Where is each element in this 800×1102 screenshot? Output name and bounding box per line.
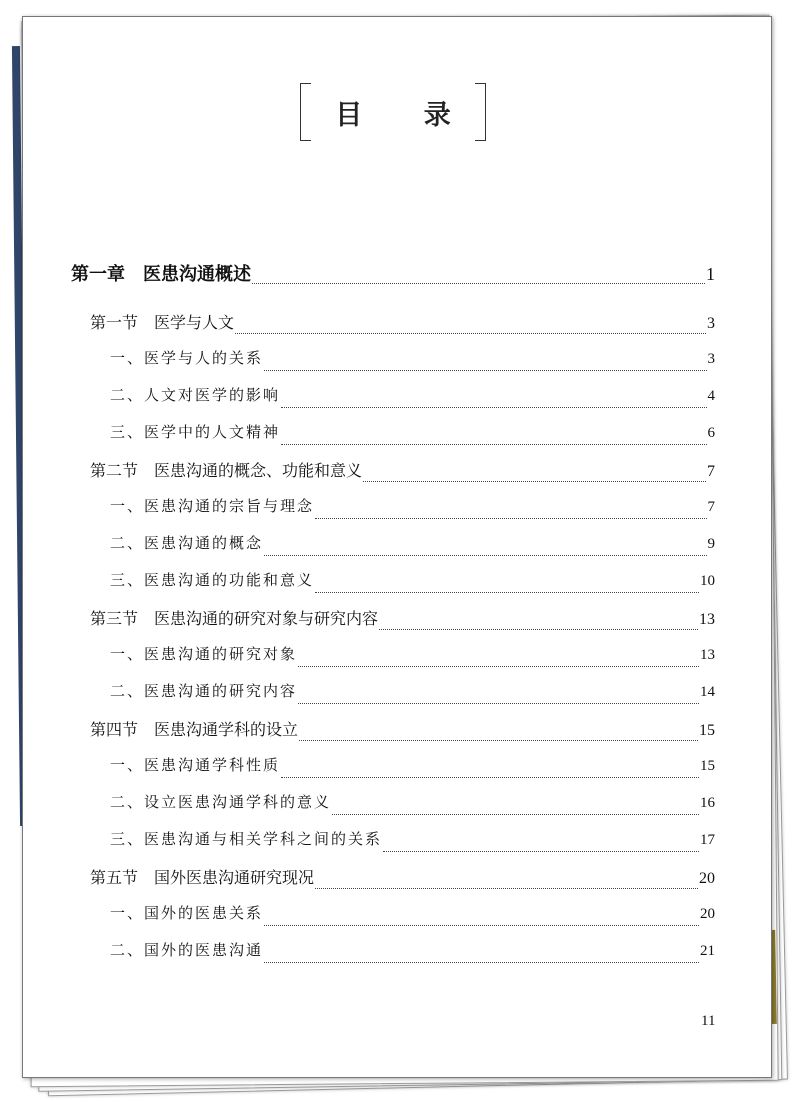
toc-entry-label: 一、国外的医患关系 — [110, 904, 264, 922]
toc-entry-page: 14 — [700, 684, 715, 700]
toc-entry-page: 3 — [707, 315, 715, 332]
toc-entry-sub — [23, 569, 771, 599]
dot-leader — [315, 887, 698, 889]
toc-entry-page: 7 — [707, 463, 715, 480]
toc-entry-page: 13 — [699, 611, 715, 628]
dot-leader — [264, 924, 699, 926]
toc-entry-sub — [23, 791, 771, 821]
dot-leader — [315, 517, 706, 519]
toc-entry-sub — [23, 347, 771, 377]
dot-leader — [252, 282, 705, 284]
toc-entry-label: 第一章 医患沟通概述 — [71, 264, 251, 285]
toc-entry-label: 一、医患沟通学科性质 — [110, 756, 281, 774]
dot-leader — [298, 665, 699, 667]
toc-entry-page: 4 — [707, 388, 715, 404]
toc-entry-label: 二、人文对医学的影响 — [110, 386, 281, 404]
toc-entry-label: 二、设立医患沟通学科的意义 — [110, 793, 332, 811]
toc-entry-label: 一、医学与人的关系 — [110, 349, 264, 367]
dot-leader — [264, 961, 699, 963]
dot-leader — [281, 443, 706, 445]
dot-leader — [299, 739, 698, 741]
toc-entry-label: 第四节 医患沟通学科的设立 — [90, 720, 299, 739]
toc-entry-page: 9 — [707, 536, 715, 552]
toc-entry-sub — [23, 754, 771, 784]
toc-entry-label: 一、医患沟通的宗旨与理念 — [110, 497, 315, 515]
toc-entry-page: 16 — [700, 795, 715, 811]
toc-entry-page: 15 — [700, 758, 715, 774]
toc-entry-label: 三、医患沟通的功能和意义 — [110, 571, 315, 589]
toc-entry-label: 第二节 医患沟通的概念、功能和意义 — [90, 461, 363, 480]
toc-entry-label: 二、医患沟通的研究内容 — [110, 682, 298, 700]
toc-entry-page: 17 — [700, 832, 715, 848]
toc-entry-section — [23, 717, 771, 747]
toc-entry-page: 15 — [699, 722, 715, 739]
dot-leader — [264, 369, 706, 371]
dot-leader — [281, 776, 699, 778]
toc-entry-section — [23, 606, 771, 636]
page-number: 11 — [701, 1013, 716, 1029]
dot-leader — [332, 813, 699, 815]
toc-entry-page: 7 — [707, 499, 715, 515]
toc-entry-page: 6 — [707, 425, 715, 441]
dot-leader — [363, 480, 706, 482]
toc-entry-label: 二、国外的医患沟通 — [110, 941, 264, 959]
toc-entry-page: 20 — [699, 870, 715, 887]
toc-entry-sub — [23, 421, 771, 451]
toc-entry-label: 二、医患沟通的概念 — [110, 534, 264, 552]
toc-entry-sub — [23, 902, 771, 932]
dot-leader — [383, 850, 699, 852]
toc-entry-section — [23, 310, 771, 340]
toc-entry-page: 1 — [706, 264, 715, 284]
toc-entry-label: 一、医患沟通的研究对象 — [110, 645, 298, 663]
toc-entry-page: 13 — [700, 647, 715, 663]
toc-entry-page: 10 — [700, 573, 715, 589]
toc-entry-sub — [23, 643, 771, 673]
dot-leader — [281, 406, 706, 408]
toc-entry-label: 第一节 医学与人文 — [90, 313, 235, 332]
toc-entry-page: 20 — [700, 906, 715, 922]
toc-page — [22, 16, 772, 1078]
toc-entry-sub — [23, 680, 771, 710]
dot-leader — [379, 628, 698, 630]
title-bracket-box — [300, 83, 486, 141]
toc-entry-page: 21 — [700, 943, 715, 959]
toc-entry-label: 第三节 医患沟通的研究对象与研究内容 — [90, 609, 379, 628]
page-title: 目 录 — [335, 100, 477, 131]
toc-entry-sub — [23, 828, 771, 858]
dot-leader — [298, 702, 699, 704]
toc-entry-section — [23, 458, 771, 488]
toc-entry-label: 三、医学中的人文精神 — [110, 423, 281, 441]
toc-entry-chapter — [23, 260, 771, 290]
dot-leader — [235, 332, 706, 334]
toc-entry-sub — [23, 939, 771, 969]
toc-entry-label: 第五节 国外医患沟通研究现况 — [90, 868, 315, 887]
toc-entry-page: 3 — [707, 351, 715, 367]
toc-entry-section — [23, 865, 771, 895]
toc-entry-label: 三、医患沟通与相关学科之间的关系 — [110, 830, 383, 848]
dot-leader — [264, 554, 706, 556]
toc-entry-sub — [23, 495, 771, 525]
dot-leader — [315, 591, 699, 593]
toc-entry-sub — [23, 532, 771, 562]
toc-entry-sub — [23, 384, 771, 414]
